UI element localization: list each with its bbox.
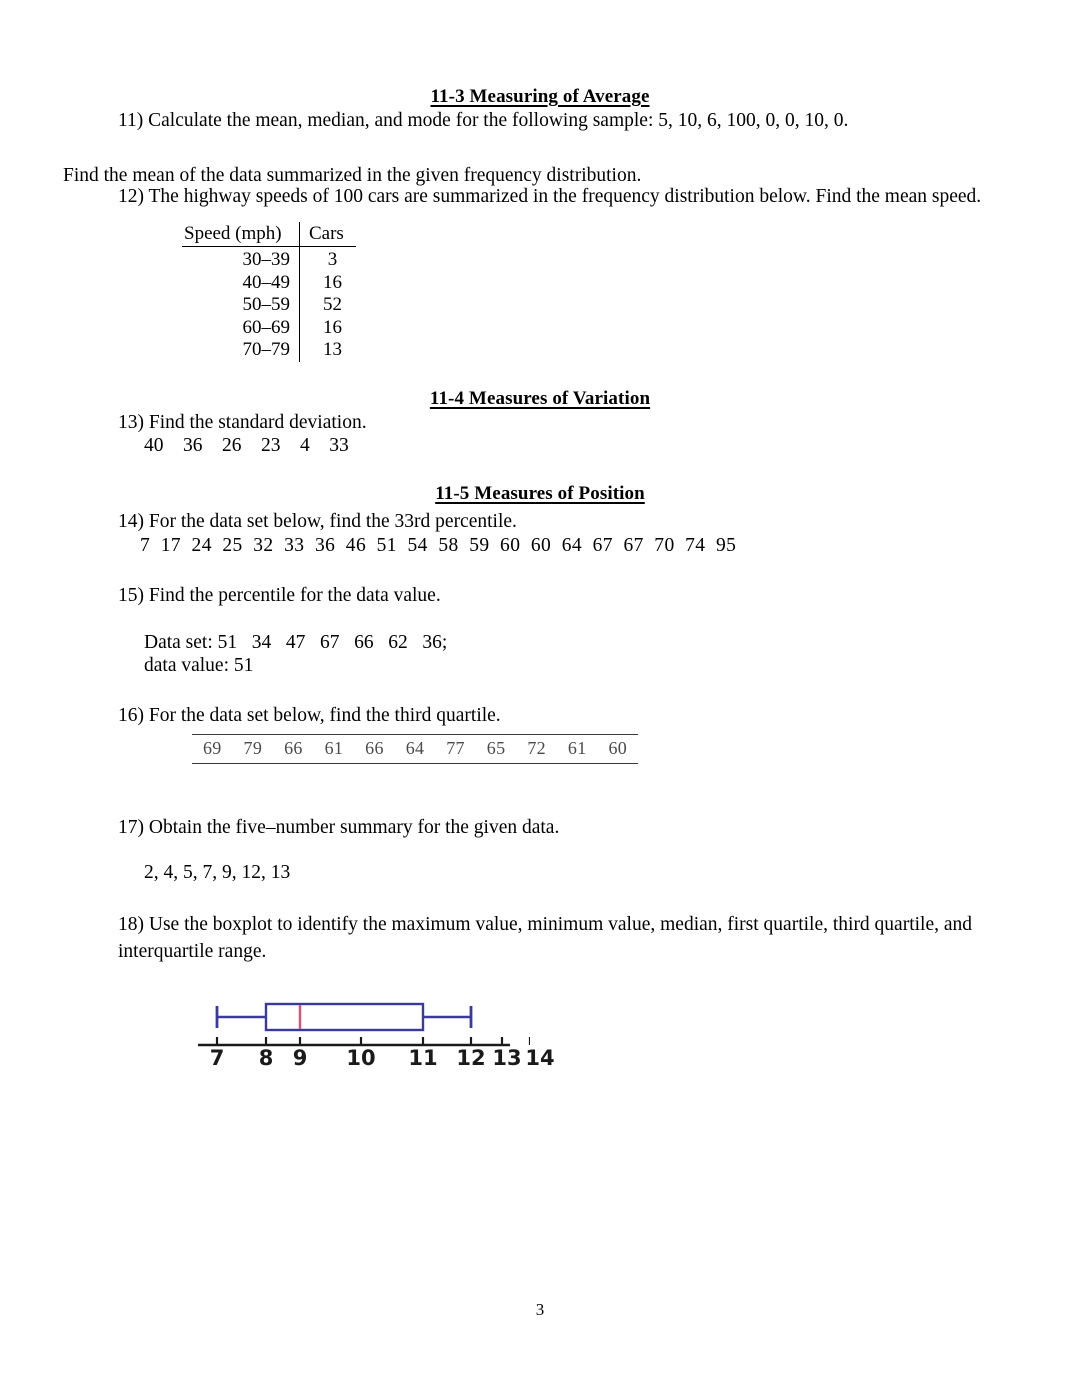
question-11-text: 11) Calculate the mean, median, and mode for the following sample: 5, 10, 6, 100, 0, 0, 10, 0.: [118, 110, 849, 131]
table-row: [182, 272, 356, 295]
axis-tick-label: 8: [258, 1046, 274, 1070]
axis-tick-labels: [190, 1045, 555, 1075]
column-header-speed: Speed (mph): [182, 222, 300, 247]
question-15-data-value: data value: 51: [144, 655, 254, 676]
cell-cars: 52: [300, 294, 357, 317]
cell-cars: 16: [300, 317, 357, 340]
box-q1-q3: [266, 1004, 423, 1030]
instruction-find-mean: Find the mean of the data summarized in the given frequency distribution.: [63, 165, 642, 186]
question-17-data: 2, 4, 5, 7, 9, 12, 13: [144, 862, 291, 883]
question-16-data-table: [192, 734, 638, 764]
frequency-distribution-table: [182, 222, 356, 362]
data-cell: 61: [567, 738, 587, 758]
data-cell: 77: [446, 738, 465, 758]
question-12-text: 12) The highway speeds of 100 cars are summarized in the frequency distribution below. Find the mean speed.: [118, 186, 982, 207]
axis-tick-label: 14: [525, 1046, 555, 1070]
section-heading-11-4: [0, 388, 1080, 410]
question-17-text: 17) Obtain the five–number summary for the given data.: [118, 817, 560, 838]
table-row: [182, 247, 356, 272]
question-15-text: 15) Find the percentile for the data value.: [118, 585, 441, 606]
cell-speed: 40–49: [242, 271, 290, 293]
cell-cars: 3: [300, 247, 357, 272]
question-13-data: 40 36 26 23 4 33: [144, 435, 349, 456]
data-cell: 60: [608, 738, 628, 758]
data-cell: 65: [486, 738, 506, 758]
question-18-text: 18) Use the boxplot to identify the maximum value, minimum value, median, first quartile, third quartile, and interquartile range.: [118, 914, 973, 962]
axis-tick-label: 7: [209, 1046, 225, 1070]
table-row: [182, 317, 356, 340]
column-header-cars: Cars: [300, 222, 357, 247]
table-header-row: [182, 222, 356, 247]
table: [182, 222, 356, 362]
section-heading-11-5-text: 11-5 Measures of Position: [435, 483, 645, 504]
data-cell: 66: [284, 738, 303, 758]
boxplot-chart: [190, 990, 555, 1085]
data-cell: 66: [365, 738, 384, 758]
table-row: [182, 294, 356, 317]
cell-speed: 50–59: [242, 294, 290, 315]
page-number: 3: [535, 1300, 545, 1319]
axis-tick-label: 11: [408, 1046, 438, 1070]
cell-cars: 16: [300, 272, 357, 295]
section-heading-11-3-text: 11-3 Measuring of Average: [430, 86, 650, 107]
axis-tick-label: 9: [292, 1046, 308, 1070]
table-row: [182, 339, 356, 362]
cell-speed: 60–69: [242, 316, 290, 338]
axis-tick-label: 13: [492, 1046, 522, 1070]
cell-cars: 13: [300, 339, 357, 362]
axis-tick-label: 10: [346, 1046, 376, 1070]
question-14-text: 14) For the data set below, find the 33rd percentile.: [118, 511, 517, 532]
section-heading-11-3: [0, 86, 1080, 108]
cell-speed: 30–39: [242, 249, 290, 270]
boxplot-svg: [190, 990, 530, 1050]
question-14-data: 7 17 24 25 32 33 36 46 51 54 58 59 60 60 64 67 67 70 74 95: [140, 535, 737, 556]
data-cell: 72: [527, 738, 546, 758]
axis-tick-label: 12: [456, 1046, 486, 1070]
question-16-text: 16) For the data set below, find the third quartile.: [118, 705, 501, 726]
data-cell: 61: [324, 738, 344, 758]
data-row: [192, 738, 638, 759]
data-cell: 69: [202, 738, 222, 758]
question-13-text: 13) Find the standard deviation.: [118, 412, 367, 433]
data-cell: 79: [243, 738, 263, 758]
question-15-data-set: Data set: 51 34 47 67 66 62 36;: [144, 632, 448, 653]
data-cell: 64: [405, 738, 425, 758]
section-heading-11-5: [0, 483, 1080, 505]
cell-speed: 70–79: [242, 339, 290, 360]
section-heading-11-4-text: 11-4 Measures of Variation: [429, 388, 651, 409]
